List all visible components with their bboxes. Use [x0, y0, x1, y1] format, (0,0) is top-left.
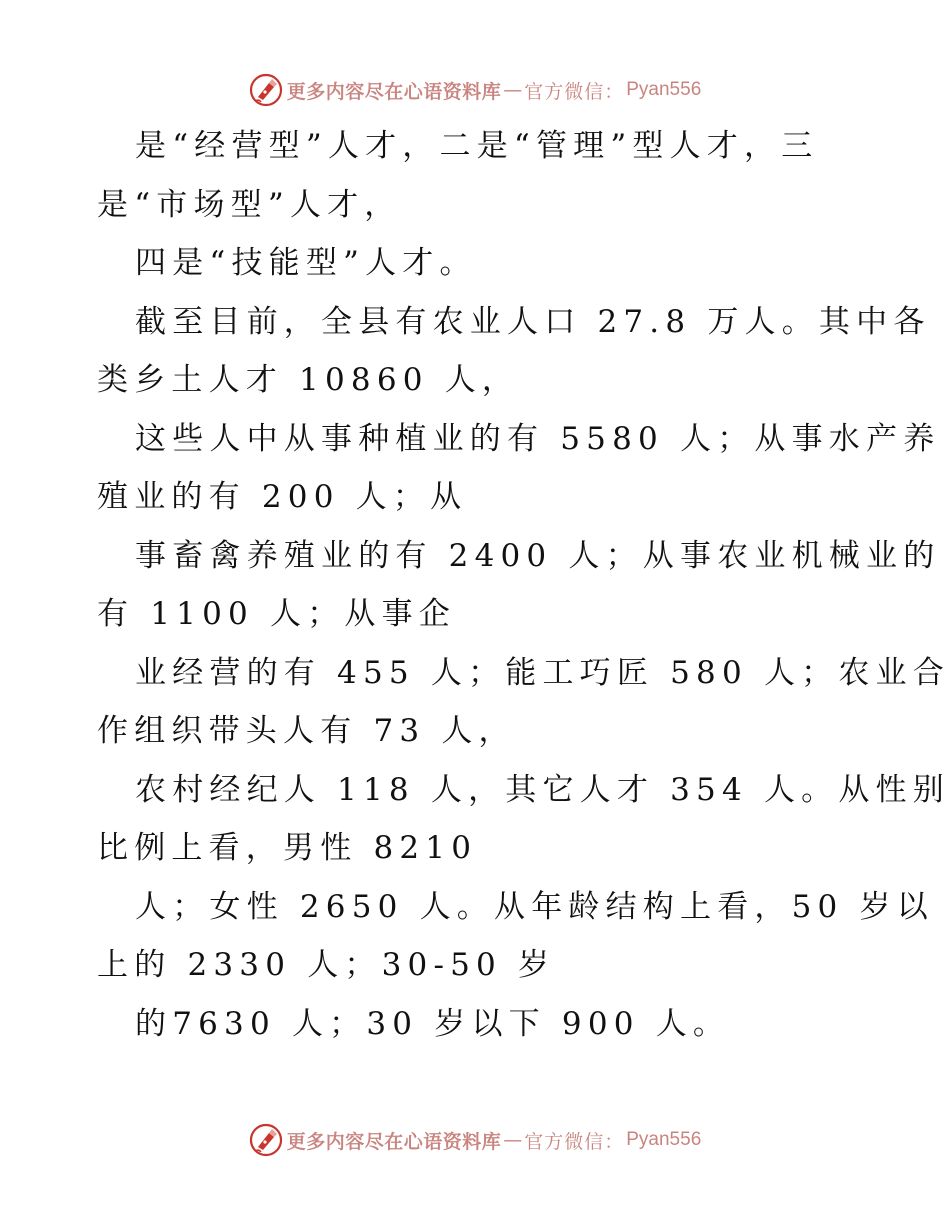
- banner-official-text: 官方微信：: [524, 80, 625, 103]
- banner-brand-text: 更多内容尽在心语资料库: [286, 80, 502, 103]
- banner-account-text: Pyan556: [626, 1129, 702, 1150]
- text-line: 是“市场型”人才，: [97, 186, 402, 223]
- text-line: 上的 2330 人；30-50 岁: [97, 947, 556, 983]
- text-line: 业经营的有 455 人；能工巧匠 580 人；农业合: [135, 654, 950, 691]
- banner-dash: —: [503, 1129, 523, 1151]
- text-line: 事畜禽养殖业的有 2400 人；从事农业机械业的: [135, 537, 941, 574]
- text-line: 农村经纪人 118 人，其它人才 354 人。从性别: [135, 771, 950, 808]
- banner-brand-text: 更多内容尽在心语资料库: [286, 1130, 502, 1153]
- pen-nib-logo-icon: [249, 73, 283, 107]
- text-line: 殖业的有 200 人；从: [97, 479, 468, 515]
- text-line: 这些人中从事种植业的有 5580 人；从事水产养: [135, 420, 941, 457]
- text-line: 是“经营型”人才，二是“管理”型人才，三: [135, 128, 819, 164]
- document-body: [97, 117, 950, 1053]
- text-line: 的7630 人；30 岁以下 900 人。: [135, 1005, 731, 1042]
- text-line: 比例上看，男性 8210: [97, 830, 478, 866]
- footer-banner: [0, 1120, 950, 1160]
- banner-dash: —: [503, 79, 523, 101]
- text-line: 人；女性 2650 人。从年龄结构上看，50 岁以: [135, 888, 934, 925]
- text-line: 截至目前，全县有农业人口 27.8 万人。其中各: [135, 303, 931, 340]
- text-line: 有 1100 人；从事企: [97, 596, 456, 632]
- banner-official-text: 官方微信：: [524, 1130, 625, 1153]
- text-line: 类乡土人才 10860 人，: [97, 362, 520, 398]
- header-banner: [0, 70, 950, 110]
- banner-account-text: Pyan556: [626, 79, 702, 100]
- text-line: 作组织带头人有 73 人，: [97, 713, 516, 749]
- pen-nib-logo-icon: [249, 1123, 283, 1157]
- text-line: 四是“技能型”人才。: [135, 245, 477, 281]
